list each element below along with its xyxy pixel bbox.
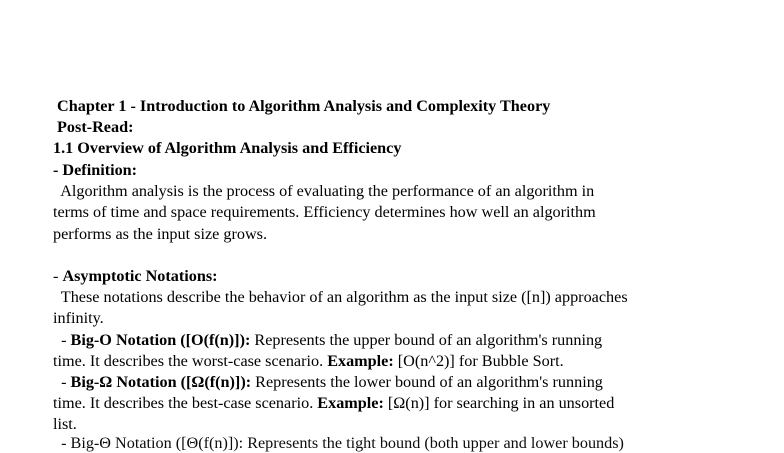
definition-line-2: terms of time and space requirements. Efficiency determines how well an algorithm [53, 203, 596, 221]
asymptotic-heading-prefix: - [53, 267, 63, 285]
big-o-line-2 [53, 351, 564, 371]
asymptotic-heading-label: Asymptotic Notations: [62, 267, 218, 285]
big-omega-prefix: - [53, 373, 71, 391]
definition-line-3: performs as the input size grows. [53, 225, 267, 243]
post-read-label: Post-Read: [53, 118, 134, 136]
big-theta-line-cut: - Big-Θ Notation ([Θ(f(n)]): Represents the tight bound (both upper and lower bounds) [53, 434, 624, 452]
big-omega-text-1: Represents the lower bound of an algorithm's running [251, 373, 603, 391]
big-omega-example-text: [Ω(n)] for searching in an unsorted [383, 394, 615, 412]
big-o-text-1: Represents the upper bound of an algorithm's running [250, 331, 603, 349]
big-omega-line-2 [53, 393, 614, 413]
asymptotic-heading [53, 266, 218, 286]
big-o-line-1 [53, 330, 602, 350]
chapter-title: Chapter 1 - Introduction to Algorithm Analysis and Complexity Theory [53, 97, 551, 115]
big-omega-label: Big-Ω Notation ([Ω(f(n)]): [70, 373, 252, 391]
big-o-label: Big-O Notation ([O(f(n)]): [70, 331, 251, 349]
definition-line-1: Algorithm analysis is the process of evaluating the performance of an algorithm in [53, 182, 595, 200]
big-o-example-label: Example: [327, 352, 394, 370]
big-omega-text-2: time. It describes the best-case scenario. [53, 394, 318, 412]
definition-heading: - Definition: [53, 161, 138, 179]
big-omega-example-label: Example: [317, 394, 384, 412]
big-o-example-text: [O(n^2)] for Bubble Sort. [393, 352, 564, 370]
asymptotic-intro-line-1: These notations describe the behavior of an algorithm as the input size ([n]) approaches [53, 288, 628, 306]
big-omega-line-3: list. [53, 415, 77, 433]
big-o-text-2: time. It describes the worst-case scenario. [53, 352, 328, 370]
section-heading: 1.1 Overview of Algorithm Analysis and Efficiency [53, 139, 402, 157]
big-omega-line-1 [53, 372, 603, 392]
asymptotic-intro-line-2: infinity. [53, 309, 104, 327]
big-o-prefix: - [53, 331, 71, 349]
